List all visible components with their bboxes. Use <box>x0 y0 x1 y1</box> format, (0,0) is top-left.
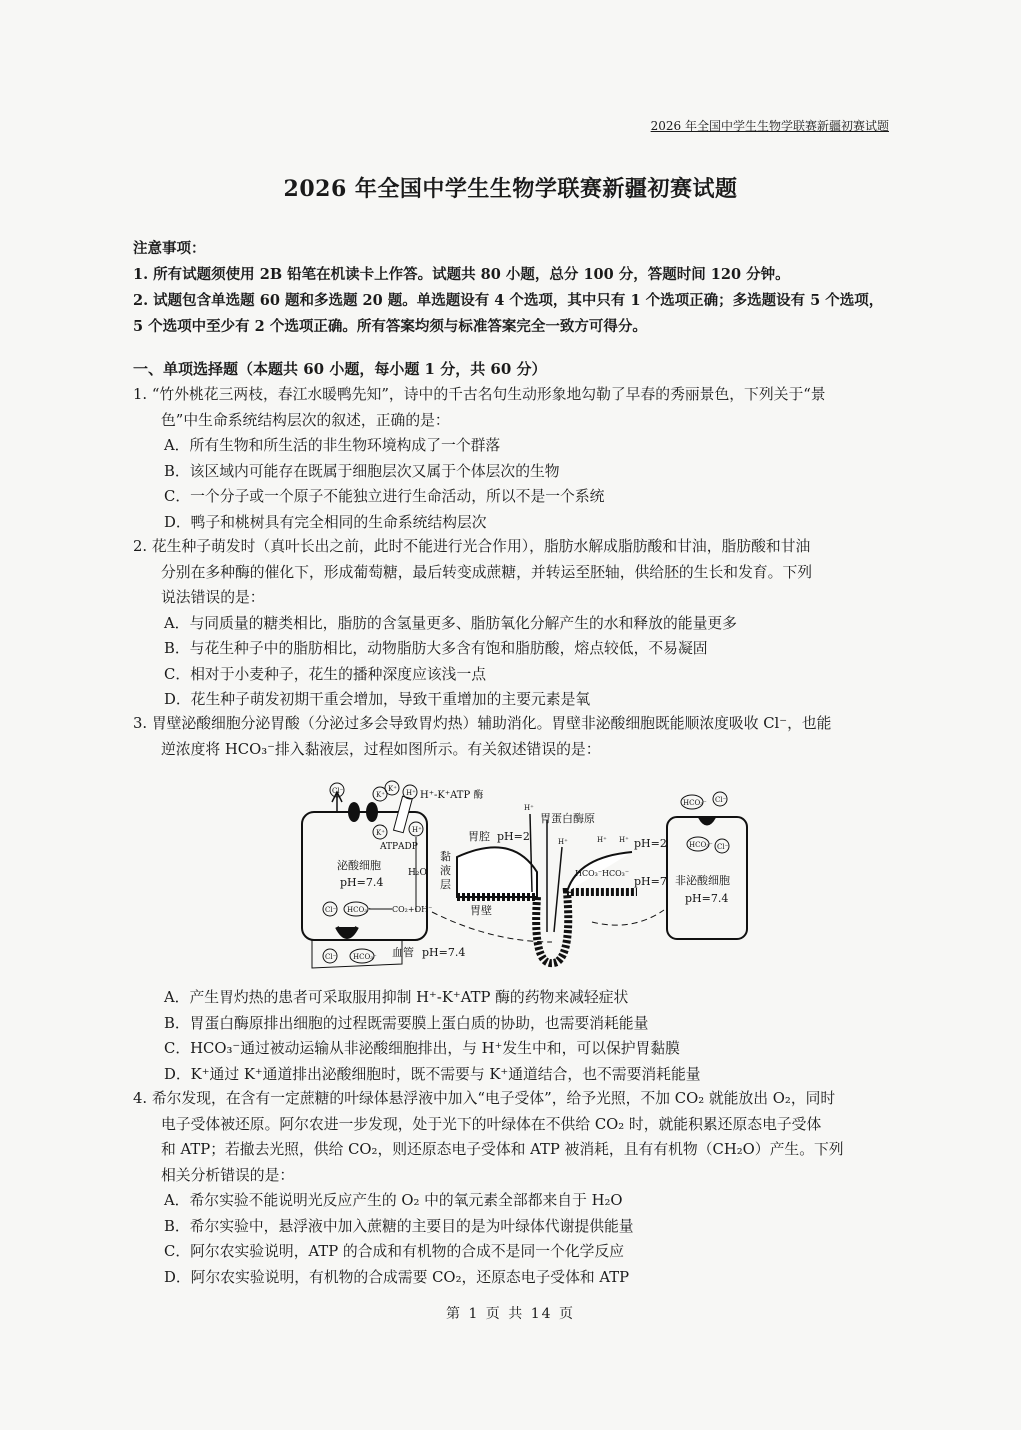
svg-text:pH=7.4: pH=7.4 <box>340 876 384 889</box>
svg-text:HCO₃⁻: HCO₃⁻ <box>353 953 377 961</box>
svg-text:H₂O: H₂O <box>408 868 427 878</box>
question-stem: 花生种子萌发时（真叶长出之前，此时不能进行光合作用），脂肪水解成脂肪酸和甘油，脂肪酸和甘油 <box>151 538 811 555</box>
option-d: D．鸭子和桃树具有完全相同的生命系统结构层次 <box>164 513 487 531</box>
gastric-cell-diagram <box>292 772 772 972</box>
svg-text:HCO₃⁻: HCO₃⁻ <box>347 906 371 914</box>
question-stem: 胃壁泌酸细胞分泌胃酸（分泌过多会导致胃灼热）辅助消化。胃壁非泌酸细胞既能顺浓度吸收 Cl⁻，也能 <box>151 715 832 732</box>
question-3-options <box>133 985 893 1087</box>
svg-text:CO₂+OH⁻: CO₂+OH⁻ <box>392 905 433 914</box>
option-c: C．阿尔农实验说明，ATP 的合成和有机物的合成不是同一个化学反应 <box>164 1243 625 1260</box>
notice-block <box>133 236 893 340</box>
question-stem: 色”中生命系统结构层次的叙述，正确的是： <box>161 411 450 429</box>
svg-text:H⁺-K⁺ATP 酶: H⁺-K⁺ATP 酶 <box>420 790 484 801</box>
svg-text:Cl⁻: Cl⁻ <box>325 953 337 961</box>
svg-text:H⁺: H⁺ <box>406 789 416 797</box>
svg-text:层: 层 <box>440 878 451 891</box>
notice-line: 1. 所有试题须使用 2B 铅笔在机读卡上作答。试题共 80 小题，总分 100 分，答题时间 120 分钟。 <box>133 266 790 283</box>
question-4 <box>133 1086 893 1290</box>
svg-text:Cl⁻: Cl⁻ <box>715 796 727 804</box>
question-2 <box>133 534 893 713</box>
option-b: B．胃蛋白酶原排出细胞的过程既需要膜上蛋白质的协助，也需要消耗能量 <box>164 1014 649 1032</box>
notice-heading: 注意事项： <box>133 240 206 257</box>
question-3 <box>133 711 893 762</box>
svg-text:H⁺: H⁺ <box>597 836 607 844</box>
svg-text:ATP: ATP <box>380 842 399 852</box>
svg-text:K⁺: K⁺ <box>388 785 397 793</box>
svg-text:pH=2: pH=2 <box>497 830 530 843</box>
question-number: 4. <box>133 1090 148 1107</box>
svg-text:pH=2: pH=2 <box>634 837 667 850</box>
svg-text:H⁺: H⁺ <box>558 838 568 846</box>
notice-line: 2. 试题包含单选题 60 题和多选题 20 题。单选题设有 4 个选项，其中只有 1 个选项正确；多选题设有 5 个选项， <box>133 292 884 309</box>
question-number: 2. <box>133 538 148 555</box>
notice-line: 5 个选项中至少有 2 个选项正确。所有答案均须与标准答案完全一致方可得分。 <box>133 318 647 335</box>
option-d: D．阿尔农实验说明，有机物的合成需要 CO₂，还原态电子受体和 ATP <box>164 1268 630 1286</box>
question-number: 3. <box>133 715 148 732</box>
svg-text:HCO₃⁻: HCO₃⁻ <box>689 841 713 849</box>
question-stem: 电子受体被还原。阿尔农进一步发现，处于光下的叶绿体在不供给 CO₂ 时，就能积累还原态电子受体 <box>161 1115 822 1133</box>
question-stem: 分别在多种酶的催化下，形成葡萄糖，最后转变成蔗糖，并转运至胚轴，供给胚的生长和发育。下列 <box>161 563 813 581</box>
svg-text:胃蛋白酶原: 胃蛋白酶原 <box>540 812 595 825</box>
option-c: C．HCO₃⁻通过被动运输从非泌酸细胞排出，与 H⁺发生中和，可以保护胃黏膜 <box>164 1040 680 1057</box>
option-a: A．希尔实验不能说明光反应产生的 O₂ 中的氧元素全部都来自于 H₂O <box>164 1192 623 1209</box>
svg-text:液: 液 <box>440 864 451 877</box>
running-header: 2026 年全国中学生生物学联赛新疆初赛试题 <box>650 119 889 133</box>
svg-text:血管: 血管 <box>392 946 414 959</box>
svg-text:黏: 黏 <box>440 850 451 863</box>
option-c: C．一个分子或一个原子不能独立进行生命活动，所以不是一个系统 <box>164 488 605 505</box>
option-b: B．希尔实验中，悬浮液中加入蔗糖的主要目的是为叶绿体代谢提供能量 <box>164 1217 634 1235</box>
question-stem: 希尔发现，在含有一定蔗糖的叶绿体悬浮液中加入“电子受体”，给予光照，不加 CO₂ 就能放出 O₂，同时 <box>151 1090 836 1107</box>
svg-text:Cl⁻: Cl⁻ <box>332 787 344 795</box>
svg-text:pH=7.4: pH=7.4 <box>422 946 466 959</box>
section-heading: 一、单项选择题（本题共 60 小题，每小题 1 分，共 60 分） <box>133 360 547 378</box>
option-d: D．花生种子萌发初期干重会增加，导致干重增加的主要元素是氧 <box>164 691 591 708</box>
svg-text:ADP: ADP <box>398 842 418 852</box>
svg-text:胃壁: 胃壁 <box>470 904 492 917</box>
page-footer: 第 1 页 共 14 页 <box>446 1306 575 1322</box>
svg-text:pH=7.4: pH=7.4 <box>685 892 729 905</box>
svg-text:H⁺: H⁺ <box>524 804 534 812</box>
option-d: D．K⁺通过 K⁺通道排出泌酸细胞时，既不需要与 K⁺通道结合，也不需要消耗能量 <box>164 1065 701 1083</box>
svg-text:胃腔: 胃腔 <box>468 830 490 843</box>
svg-text:K⁺: K⁺ <box>376 829 385 837</box>
question-1 <box>133 382 893 535</box>
option-b: B．该区域内可能存在既属于细胞层次又属于个体层次的生物 <box>164 462 560 480</box>
svg-text:HCO₃⁻: HCO₃⁻ <box>602 869 630 878</box>
svg-text:Cl⁻: Cl⁻ <box>717 843 729 851</box>
question-stem: 和 ATP；若撤去光照，供给 CO₂，则还原态电子受体和 ATP 被消耗，且有有机物（CH₂O）产生。下列 <box>161 1141 844 1158</box>
page-title: 2026 年全国中学生生物学联赛新疆初赛试题 <box>283 176 738 202</box>
question-stem: 相关分析错误的是： <box>161 1166 295 1184</box>
question-stem: 说法错误的是： <box>161 589 265 606</box>
svg-text:H⁺: H⁺ <box>619 836 629 844</box>
option-b: B．与花生种子中的脂肪相比，动物脂肪大多含有饱和脂肪酸，熔点较低，不易凝固 <box>164 640 708 657</box>
svg-text:非泌酸细胞: 非泌酸细胞 <box>675 874 730 887</box>
svg-text:HCO₃⁻: HCO₃⁻ <box>575 869 603 878</box>
question-number: 1. <box>133 386 148 403</box>
svg-text:H⁺: H⁺ <box>412 826 422 834</box>
question-stem: “竹外桃花三两枝，春江水暖鸭先知”，诗中的千古名句生动形象地勾勒了早春的秀丽景色，下列关于“景 <box>151 386 826 403</box>
option-a: A．所有生物和所生活的非生物环境构成了一个群落 <box>164 437 501 454</box>
svg-text:pH=7: pH=7 <box>634 875 667 888</box>
option-c: C．相对于小麦种子，花生的播种深度应该浅一点 <box>164 665 487 683</box>
svg-text:Cl⁻: Cl⁻ <box>325 906 337 914</box>
svg-text:泌酸细胞: 泌酸细胞 <box>337 859 381 872</box>
svg-text:K⁺: K⁺ <box>376 791 385 799</box>
option-a: A．产生胃灼热的患者可采取服用抑制 H⁺-K⁺ATP 酶的药物来减轻症状 <box>164 989 629 1006</box>
option-a: A．与同质量的糖类相比，脂肪的含氢量更多、脂肪氧化分解产生的水和释放的能量更多 <box>164 614 737 632</box>
svg-text:HCO₃⁻: HCO₃⁻ <box>683 799 707 807</box>
question-stem: 逆浓度将 HCO₃⁻排入黏液层，过程如图所示。有关叙述错误的是： <box>161 740 601 758</box>
